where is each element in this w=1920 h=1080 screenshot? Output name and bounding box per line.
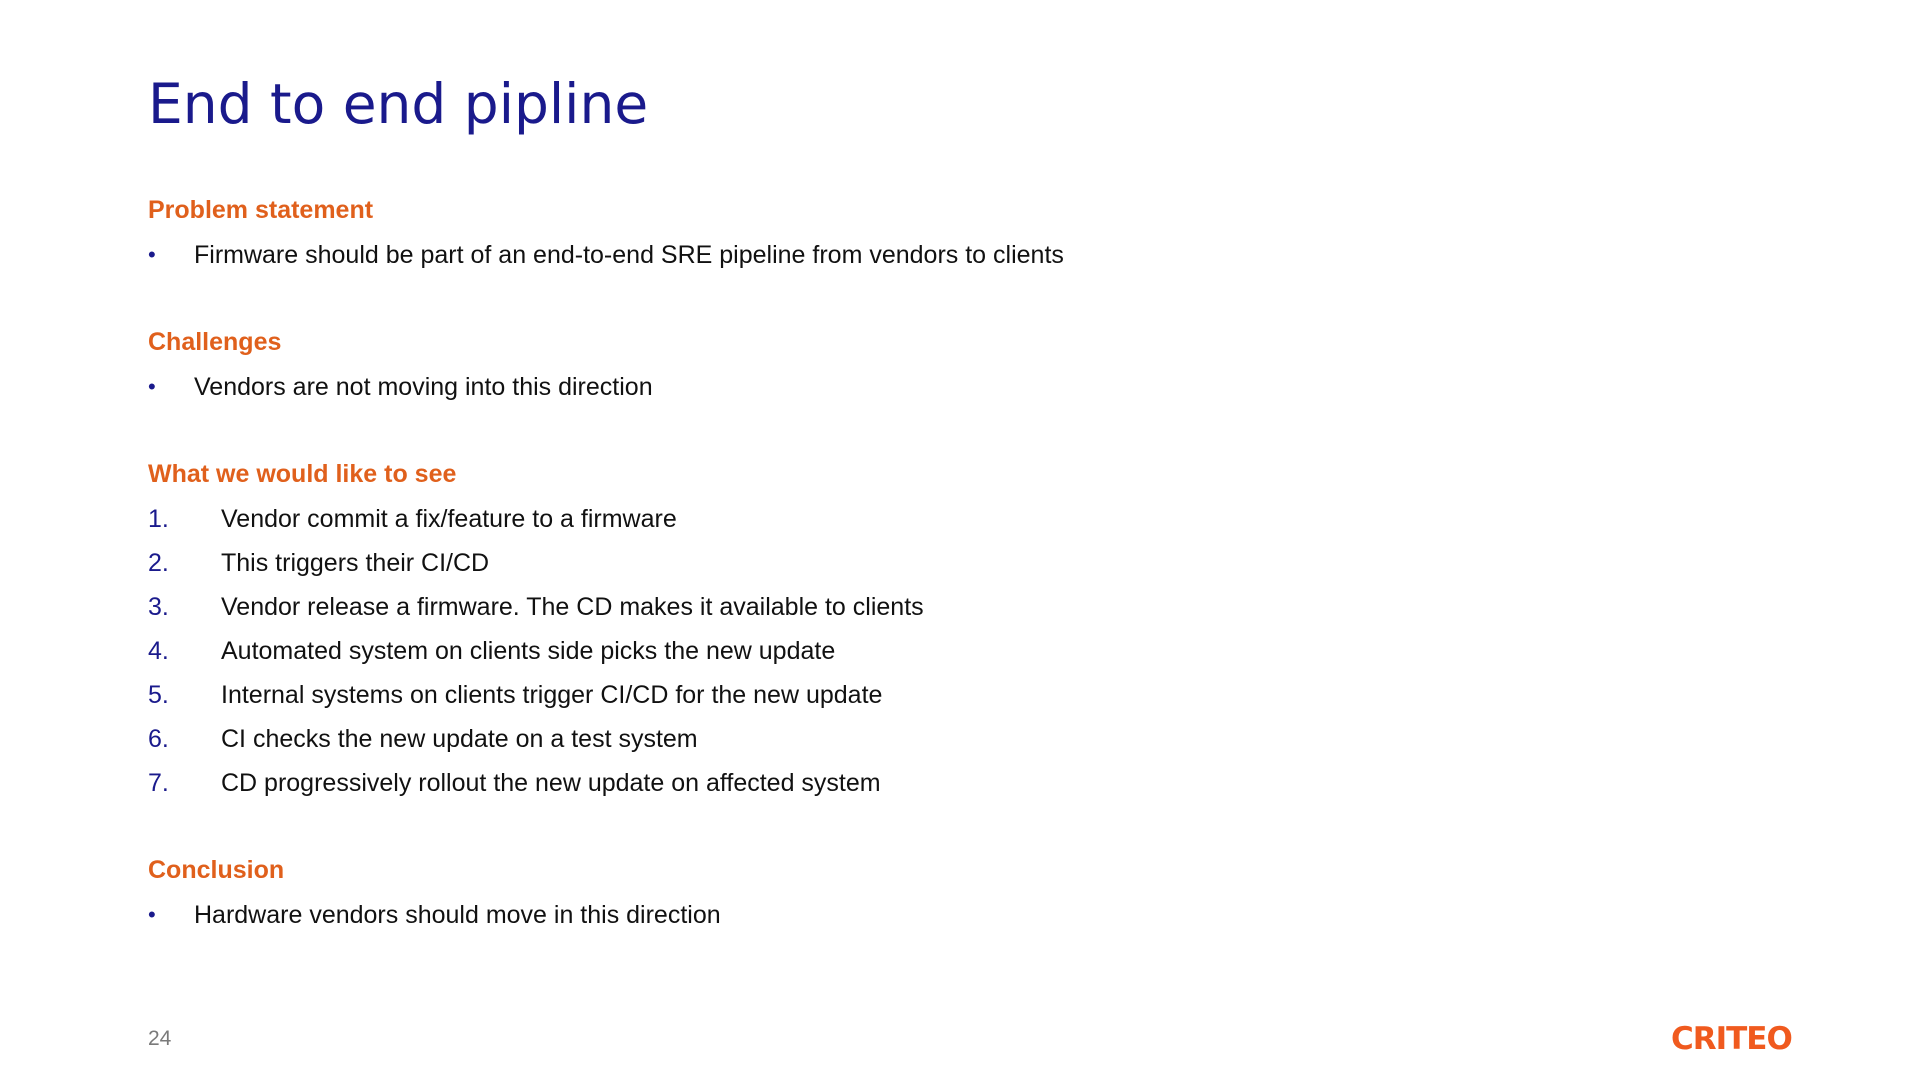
item-text: This triggers their CI/CD [221,549,490,577]
item-number: 7. [148,769,169,797]
item-text: Vendor release a firmware. The CD makes it available to clients [221,593,924,621]
item-number: 6. [148,725,169,753]
slide-title: End to end pipline [148,72,649,136]
bullet-text: Firmware should be part of an end-to-end SRE pipeline from vendors to clients [194,241,1064,269]
item-text: Vendor commit a fix/feature to a firmware [221,505,677,533]
item-text: Automated system on clients side picks the new update [221,637,836,665]
heading-conclusion: Conclusion [148,856,285,884]
item-text: CI checks the new update on a test system [221,725,698,753]
heading-challenges: Challenges [148,328,282,356]
criteo-logo: CRITEO [1671,1021,1792,1057]
item-number: 4. [148,637,169,665]
bullet-icon: • [148,242,156,267]
bullet-icon: • [148,374,156,399]
item-number: 3. [148,593,169,621]
item-number: 5. [148,681,169,709]
item-text: CD progressively rollout the new update on affected system [221,769,881,797]
item-number: 1. [148,505,169,533]
heading-what-we-would-like-to-see: What we would like to see [148,460,457,488]
page-number: 24 [148,1027,172,1050]
item-number: 2. [148,549,169,577]
item-text: Internal systems on clients trigger CI/CD for the new update [221,681,883,709]
heading-problem-statement: Problem statement [148,196,374,224]
bullet-text: Vendors are not moving into this direction [194,373,653,401]
bullet-text: Hardware vendors should move in this direction [194,901,721,929]
bullet-icon: • [148,902,156,927]
